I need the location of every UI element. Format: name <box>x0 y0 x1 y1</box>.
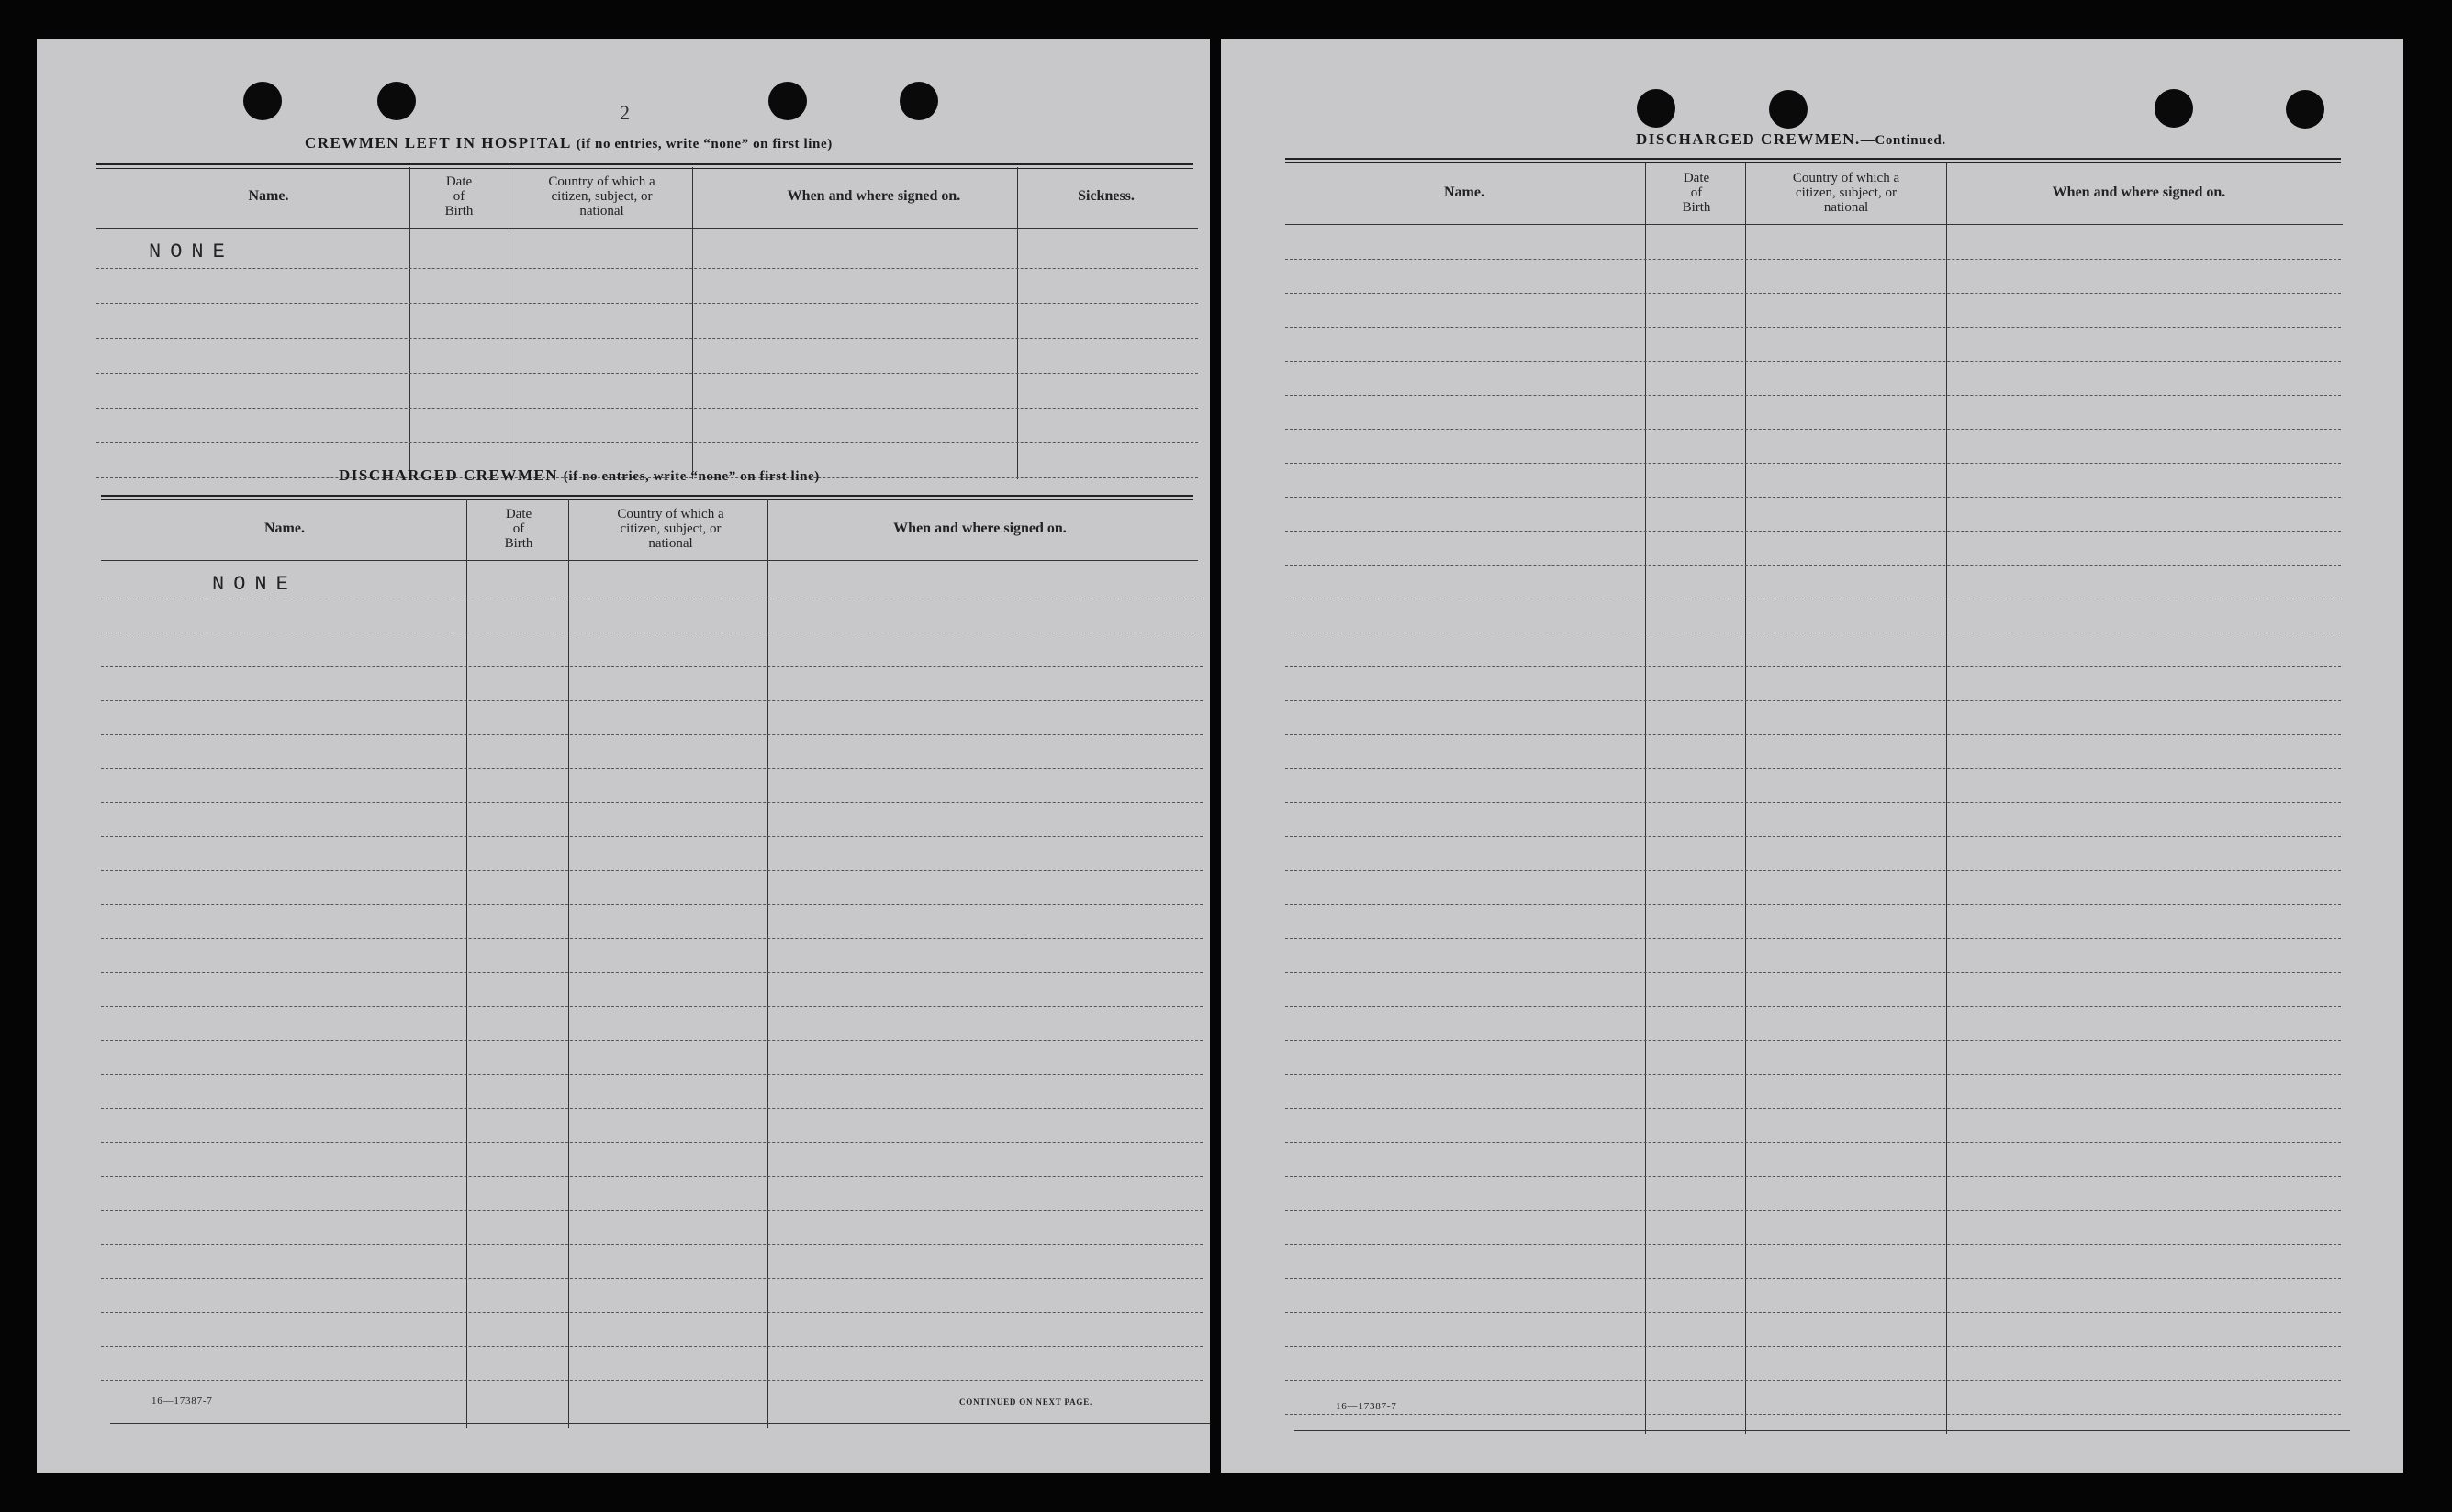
dotted-line <box>1285 395 2341 396</box>
dotted-line <box>1285 1074 2341 1075</box>
dotted-line <box>1285 700 2341 701</box>
dotted-line <box>1285 666 2341 667</box>
dotted-line <box>1285 734 2341 735</box>
dotted-line <box>101 1142 1203 1143</box>
dotted-line <box>101 1176 1203 1177</box>
dotted-line <box>1285 1210 2341 1211</box>
dotted-line <box>1285 463 2341 464</box>
continued-note: CONTINUED ON NEXT PAGE. <box>959 1397 1093 1406</box>
dotted-line <box>1285 1244 2341 1245</box>
dotted-line <box>1285 361 2341 362</box>
dotted-line <box>1285 972 2341 973</box>
hospital-header-rule <box>96 163 1193 169</box>
punch-hole <box>2286 90 2324 129</box>
dotted-line <box>101 1040 1203 1041</box>
punch-hole <box>1637 89 1675 128</box>
discharged-col-dob: Date of Birth <box>504 507 533 551</box>
dotted-line <box>1285 1142 2341 1143</box>
punch-hole <box>1769 90 1808 129</box>
hospital-col-name: Name. <box>248 188 289 204</box>
continued-col-dob: Date of Birth <box>1682 171 1711 215</box>
continued-header-rule <box>1285 158 2341 163</box>
continued-col-signed-on: When and where signed on. <box>2052 185 2226 200</box>
dotted-line <box>101 904 1203 905</box>
dotted-line <box>1285 1108 2341 1109</box>
dotted-line <box>1285 327 2341 328</box>
discharged-col-divider <box>568 499 569 1428</box>
dotted-line <box>1285 497 2341 498</box>
dotted-line <box>101 1278 1203 1279</box>
dotted-line <box>1285 1006 2341 1007</box>
continued-col-name: Name. <box>1444 185 1484 200</box>
dotted-line <box>1285 259 2341 260</box>
dotted-line <box>1285 1312 2341 1313</box>
dotted-line <box>96 338 1198 339</box>
discharged-col-country: Country of which a citizen, subject, or national <box>617 507 724 551</box>
dotted-line <box>1285 429 2341 430</box>
dotted-line <box>1285 293 2341 294</box>
punch-hole <box>243 82 282 120</box>
discharged-bottom-rule <box>110 1423 1210 1424</box>
hospital-section-title: CREWMEN LEFT IN HOSPITAL (if no entries, write “none” on first line) <box>305 134 833 151</box>
dotted-line <box>96 303 1198 304</box>
dotted-line <box>1285 870 2341 871</box>
dotted-line <box>1285 802 2341 803</box>
form-number: 16—17387-7 <box>151 1395 213 1406</box>
dotted-line <box>1285 1040 2341 1041</box>
continued-header-underline <box>1285 224 2343 225</box>
dotted-line <box>1285 1380 2341 1381</box>
discharged-section-title: DISCHARGED CREWMEN (if no entries, write “none” on first line) <box>339 466 820 484</box>
punch-hole <box>900 82 938 120</box>
discharged-header-underline <box>101 560 1198 561</box>
hospital-col-divider <box>692 167 693 479</box>
punch-hole <box>768 82 807 120</box>
discharged-continued-title: DISCHARGED CREWMEN.—Continued. <box>1636 130 1946 148</box>
dotted-line <box>101 1244 1203 1245</box>
dotted-line <box>1285 904 2341 905</box>
discharged-entry-none: NONE <box>212 573 297 596</box>
dotted-line <box>1285 836 2341 837</box>
hospital-entry-none: NONE <box>149 241 234 263</box>
dotted-line <box>101 836 1203 837</box>
hospital-col-signed-on: When and where signed on. <box>787 188 961 204</box>
dotted-line <box>101 1210 1203 1211</box>
dotted-line <box>101 1074 1203 1075</box>
dotted-line <box>101 1312 1203 1313</box>
dotted-line <box>101 734 1203 735</box>
dotted-line <box>1285 531 2341 532</box>
discharged-header-rule <box>101 495 1193 500</box>
punch-hole <box>377 82 416 120</box>
hospital-col-divider <box>1017 167 1018 479</box>
continued-bottom-rule <box>1294 1430 2350 1431</box>
dotted-line <box>1285 1176 2341 1177</box>
page-number: 2 <box>620 101 630 124</box>
dotted-line <box>1285 1346 2341 1347</box>
discharged-col-name: Name. <box>264 521 305 536</box>
discharged-col-divider <box>466 499 467 1428</box>
dotted-line <box>101 938 1203 939</box>
dotted-line <box>1285 1414 2341 1415</box>
dotted-line <box>101 972 1203 973</box>
punch-hole <box>2155 89 2193 128</box>
hospital-col-sickness: Sickness. <box>1078 188 1135 204</box>
dotted-line <box>96 442 1198 443</box>
left-page <box>37 39 1210 1473</box>
dotted-line <box>101 1108 1203 1109</box>
hospital-col-dob: Date of Birth <box>444 174 474 218</box>
dotted-line <box>101 700 1203 701</box>
right-page <box>1221 39 2403 1473</box>
dotted-line <box>101 870 1203 871</box>
dotted-line <box>96 268 1198 269</box>
dotted-line <box>101 802 1203 803</box>
form-number: 16—17387-7 <box>1336 1401 1397 1412</box>
dotted-line <box>1285 938 2341 939</box>
dotted-line <box>96 373 1198 374</box>
hospital-col-divider <box>409 167 410 479</box>
dotted-line <box>101 1380 1203 1381</box>
dotted-line <box>101 666 1203 667</box>
hospital-col-country: Country of which a citizen, subject, or national <box>548 174 655 218</box>
dotted-line <box>101 1346 1203 1347</box>
dotted-line <box>1285 1278 2341 1279</box>
dotted-line <box>1285 565 2341 566</box>
dotted-line <box>101 1006 1203 1007</box>
discharged-col-signed-on: When and where signed on. <box>893 521 1067 536</box>
dotted-line <box>96 408 1198 409</box>
continued-col-country: Country of which a citizen, subject, or national <box>1792 171 1900 215</box>
discharged-col-divider <box>767 499 768 1428</box>
dotted-line <box>1285 768 2341 769</box>
dotted-line <box>101 768 1203 769</box>
hospital-header-underline <box>96 228 1198 229</box>
